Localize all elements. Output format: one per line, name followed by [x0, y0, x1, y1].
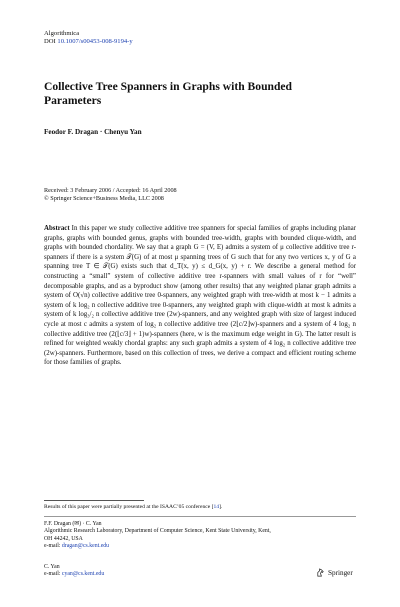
email-line	[44, 571, 104, 578]
abstract	[44, 224, 356, 368]
email-link-dragan[interactable]: dragan@cs.kent.edu	[61, 543, 110, 550]
doi-link[interactable]: 10.1007/s00453-008-9194-y	[57, 38, 133, 45]
affiliation-names: C. Yan	[44, 564, 60, 570]
doi-line	[44, 38, 133, 46]
affiliation-block-yan	[44, 564, 104, 579]
paper-authors: Feodor F. Dragan · Chenyu Yan	[44, 128, 142, 136]
journal-name: Algorithmica	[44, 30, 80, 37]
email-label: e-mail:	[44, 571, 62, 578]
footnote-divider	[44, 500, 144, 501]
received-accepted: Received: 3 February 2006 / Accepted: 16 April 2008	[44, 187, 177, 194]
affiliation-names: F.F. Dragan (✉) · C. Yan	[44, 521, 102, 527]
citation-link[interactable]: 14	[213, 504, 220, 510]
abstract-text: In this paper we study collective additive tree spanners for special families of graphs including planar graphs, graphs with bounded genus, graphs with bounded tree-width, graphs with bounded clique-width, and graphs with bounded chordality. We say that a graph G = (V, E) admits a system of μ collective additive tree r-spanners if there is a system 𝒯(G) of at most μ spanning trees of G such that for any two vertices x, y of G a spanning tree T ∈ 𝒯(G) exists such that d_T(x, y) ≤ d_G(x, y) + r. We describe a general method for constructing a “small” system of collective additive tree r-spanners with small values of r for “well” decomposable graphs, and as a byproduct show (among other results) that any weighted planar graph admits a system of O(√n) collective additive tree 0-spanners, any weighted graph with tree-width at most k − 1 admits a system of k log₂ n collective additive tree 0-spanners, any weighted graph with clique-width at most k admits a system of k log₃/₂ n collective additive tree (2w)-spanners, and any weighted graph with size of largest induced cycle at most c admits a system of log₂ n collective additive tree (2⌊c/2⌋w)-spanners and a system of 4 log₂ n collective additive tree (2(⌊c/3⌋ + 1)w)-spanners (here, w is the maximum edge weight in G). The latter result is refined for weighted weakly chordal graphs: any such graph admits a system of 4 log₂ n collective additive tree (2w)-spanners. Furthermore, based on this collection of trees, we derive a compact and efficient routing scheme for those families of graphs.	[44, 225, 356, 367]
footnote-text: Results of this paper were partially presented at the ISAAC’05 conference [	[44, 504, 214, 510]
footnote-end: ].	[219, 504, 223, 510]
email-label: e-mail:	[44, 543, 62, 550]
copyright-line: © Springer Science+Business Media, LLC 2008	[44, 195, 164, 202]
affiliation-divider	[44, 516, 356, 517]
doi-prefix: DOI	[44, 38, 56, 45]
email-line	[44, 543, 271, 550]
footnote	[44, 504, 222, 510]
affiliation-line: Algorithmic Research Laboratory, Department of Computer Science, Kent State University, Kent,	[44, 528, 271, 535]
publisher-logo	[316, 568, 353, 577]
email-link-yan[interactable]: cyan@cs.kent.edu	[61, 571, 105, 578]
publication-dates	[44, 187, 177, 203]
journal-header	[44, 30, 133, 46]
paper-title: Collective Tree Spanners in Graphs with Bounded Parameters	[44, 80, 293, 107]
publisher-name: Springer	[328, 568, 353, 577]
affiliation-line: OH 44242, USA	[44, 535, 83, 542]
affiliation-block-dragan	[44, 521, 271, 551]
abstract-label: Abstract	[44, 225, 70, 232]
springer-horse-icon	[316, 568, 325, 577]
